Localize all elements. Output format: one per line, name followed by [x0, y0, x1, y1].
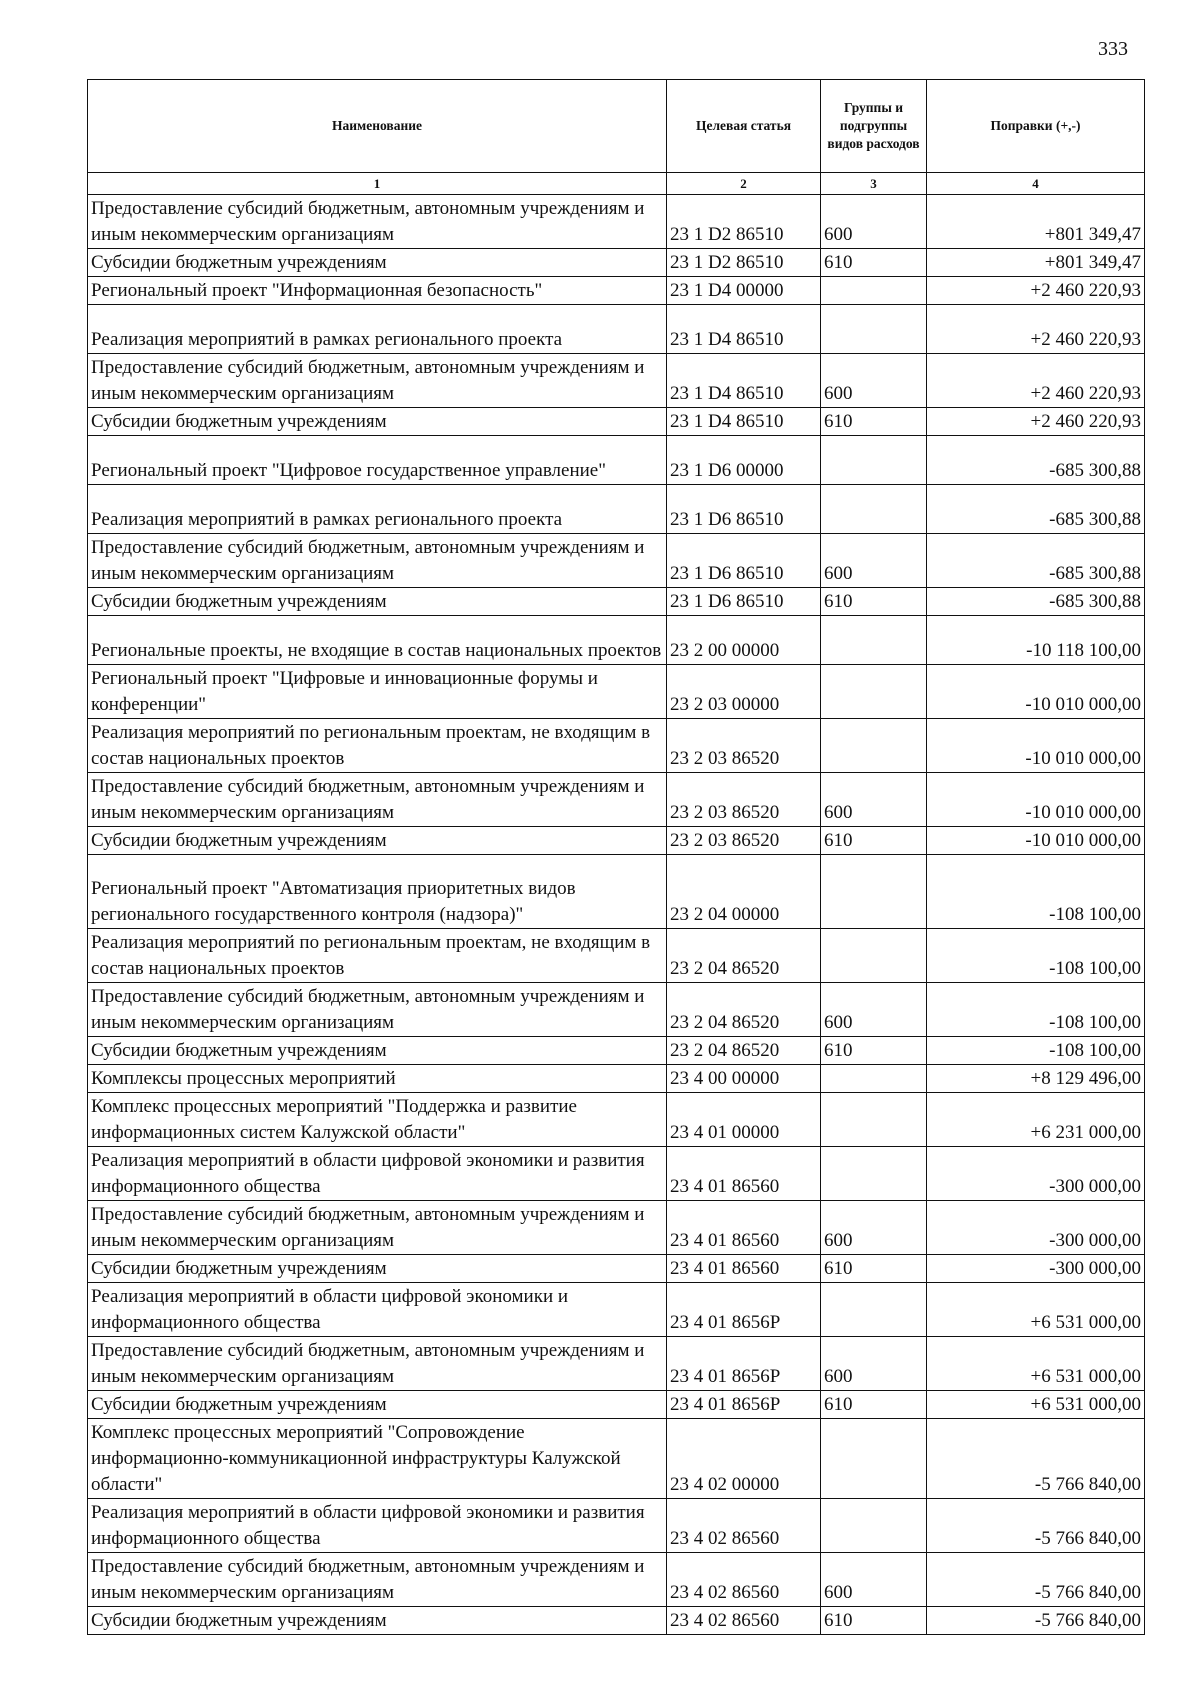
- row-name: Субсидии бюджетным учреждениям: [88, 588, 667, 616]
- table-row: [88, 588, 1145, 616]
- row-amendment-amount: -685 300,88: [927, 588, 1145, 616]
- row-amendment-amount: -5 766 840,00: [927, 1499, 1145, 1553]
- table-row: [88, 827, 1145, 855]
- row-expense-group: 610: [821, 408, 927, 436]
- row-name: Реализация мероприятий в области цифровой экономики и развития информационного общества: [88, 1499, 667, 1553]
- row-name: Региональный проект "Цифровое государственное управление": [88, 436, 667, 485]
- row-expense-group: [821, 855, 927, 929]
- row-name: Субсидии бюджетным учреждениям: [88, 1255, 667, 1283]
- row-name: Комплекс процессных мероприятий "Сопровождение информационно-коммуникационной инфраструктуры Калужской области": [88, 1419, 667, 1499]
- row-expense-group: 600: [821, 1201, 927, 1255]
- row-amendment-amount: +2 460 220,93: [927, 277, 1145, 305]
- row-amendment-amount: -108 100,00: [927, 983, 1145, 1037]
- row-expense-group: [821, 1065, 927, 1093]
- table-row: [88, 665, 1145, 719]
- row-amendment-amount: -10 118 100,00: [927, 616, 1145, 665]
- row-amendment-amount: -685 300,88: [927, 436, 1145, 485]
- row-amendment-amount: -300 000,00: [927, 1147, 1145, 1201]
- table-row: [88, 1337, 1145, 1391]
- row-target-article: 23 4 02 00000: [667, 1419, 821, 1499]
- table-row: [88, 1037, 1145, 1065]
- row-name: Предоставление субсидий бюджетным, автономным учреждениям и иным некоммерческим организациям: [88, 534, 667, 588]
- column-number-row: [88, 173, 1145, 195]
- table-row: [88, 485, 1145, 534]
- header-row: [88, 80, 1145, 173]
- row-target-article: 23 1 D6 86510: [667, 534, 821, 588]
- row-target-article: 23 4 01 86560: [667, 1147, 821, 1201]
- row-expense-group: 610: [821, 1255, 927, 1283]
- row-target-article: 23 4 02 86560: [667, 1607, 821, 1635]
- column-number: 2: [667, 173, 821, 195]
- table-row: [88, 773, 1145, 827]
- row-target-article: 23 4 01 00000: [667, 1093, 821, 1147]
- row-expense-group: 600: [821, 534, 927, 588]
- row-target-article: 23 2 03 86520: [667, 773, 821, 827]
- row-amendment-amount: +6 531 000,00: [927, 1337, 1145, 1391]
- row-name: Реализация мероприятий в рамках регионального проекта: [88, 305, 667, 354]
- row-amendment-amount: -108 100,00: [927, 855, 1145, 929]
- row-target-article: 23 4 02 86560: [667, 1553, 821, 1607]
- row-amendment-amount: -5 766 840,00: [927, 1607, 1145, 1635]
- row-target-article: 23 1 D4 86510: [667, 408, 821, 436]
- row-target-article: 23 2 03 00000: [667, 665, 821, 719]
- row-name: Реализация мероприятий по региональным проектам, не входящим в состав национальных проектов: [88, 929, 667, 983]
- table-row: [88, 277, 1145, 305]
- table-row: [88, 855, 1145, 929]
- row-target-article: 23 4 02 86560: [667, 1499, 821, 1553]
- row-target-article: 23 4 01 8656P: [667, 1391, 821, 1419]
- table-row: [88, 1419, 1145, 1499]
- row-amendment-amount: -10 010 000,00: [927, 773, 1145, 827]
- row-target-article: 23 2 03 86520: [667, 719, 821, 773]
- row-expense-group: [821, 616, 927, 665]
- row-amendment-amount: +6 531 000,00: [927, 1391, 1145, 1419]
- table-row: [88, 1391, 1145, 1419]
- row-expense-group: 610: [821, 588, 927, 616]
- row-amendment-amount: +6 231 000,00: [927, 1093, 1145, 1147]
- row-expense-group: [821, 1499, 927, 1553]
- row-target-article: 23 1 D2 86510: [667, 195, 821, 249]
- row-amendment-amount: -10 010 000,00: [927, 827, 1145, 855]
- row-name: Предоставление субсидий бюджетным, автономным учреждениям и иным некоммерческим организациям: [88, 195, 667, 249]
- row-target-article: 23 4 01 8656P: [667, 1337, 821, 1391]
- row-expense-group: 600: [821, 354, 927, 408]
- row-name: Предоставление субсидий бюджетным, автономным учреждениям и иным некоммерческим организациям: [88, 1201, 667, 1255]
- row-target-article: 23 4 00 00000: [667, 1065, 821, 1093]
- row-expense-group: 600: [821, 983, 927, 1037]
- row-target-article: 23 4 01 86560: [667, 1255, 821, 1283]
- row-expense-group: [821, 929, 927, 983]
- row-amendment-amount: -685 300,88: [927, 485, 1145, 534]
- row-amendment-amount: +2 460 220,93: [927, 305, 1145, 354]
- header-expense-groups: Группы и подгруппы видов расходов: [821, 80, 927, 173]
- row-name: Субсидии бюджетным учреждениям: [88, 408, 667, 436]
- budget-amendments-table: [87, 79, 1145, 1635]
- row-expense-group: [821, 719, 927, 773]
- row-expense-group: [821, 1147, 927, 1201]
- row-amendment-amount: +2 460 220,93: [927, 354, 1145, 408]
- row-name: Субсидии бюджетным учреждениям: [88, 827, 667, 855]
- row-amendment-amount: +8 129 496,00: [927, 1065, 1145, 1093]
- table-row: [88, 616, 1145, 665]
- row-name: Субсидии бюджетным учреждениям: [88, 1391, 667, 1419]
- table-row: [88, 408, 1145, 436]
- row-target-article: 23 1 D4 00000: [667, 277, 821, 305]
- page-number: 333: [1098, 38, 1128, 60]
- table-row: [88, 249, 1145, 277]
- row-name: Реализация мероприятий в рамках регионального проекта: [88, 485, 667, 534]
- row-expense-group: 600: [821, 1337, 927, 1391]
- table-row: [88, 1553, 1145, 1607]
- row-target-article: 23 2 04 00000: [667, 855, 821, 929]
- row-expense-group: 600: [821, 1553, 927, 1607]
- row-name: Реализация мероприятий по региональным проектам, не входящим в состав национальных проектов: [88, 719, 667, 773]
- row-amendment-amount: -685 300,88: [927, 534, 1145, 588]
- row-expense-group: [821, 277, 927, 305]
- row-name: Региональный проект "Информационная безопасность": [88, 277, 667, 305]
- row-name: Субсидии бюджетным учреждениям: [88, 1037, 667, 1065]
- row-name: Региональный проект "Цифровые и инновационные форумы и конференции": [88, 665, 667, 719]
- row-target-article: 23 1 D2 86510: [667, 249, 821, 277]
- row-expense-group: 610: [821, 1037, 927, 1065]
- row-expense-group: [821, 436, 927, 485]
- row-name: Субсидии бюджетным учреждениям: [88, 1607, 667, 1635]
- row-target-article: 23 2 04 86520: [667, 983, 821, 1037]
- row-amendment-amount: +801 349,47: [927, 249, 1145, 277]
- table-row: [88, 1499, 1145, 1553]
- table-row: [88, 1065, 1145, 1093]
- row-expense-group: [821, 1419, 927, 1499]
- row-expense-group: 600: [821, 195, 927, 249]
- row-target-article: 23 1 D4 86510: [667, 305, 821, 354]
- table-row: [88, 534, 1145, 588]
- row-name: Реализация мероприятий в области цифровой экономики и информационного общества: [88, 1283, 667, 1337]
- table-row: [88, 1283, 1145, 1337]
- column-number: 1: [88, 173, 667, 195]
- row-target-article: 23 2 03 86520: [667, 827, 821, 855]
- row-expense-group: 600: [821, 773, 927, 827]
- row-expense-group: [821, 665, 927, 719]
- row-amendment-amount: +801 349,47: [927, 195, 1145, 249]
- row-amendment-amount: +6 531 000,00: [927, 1283, 1145, 1337]
- row-target-article: 23 1 D6 86510: [667, 588, 821, 616]
- table-row: [88, 1093, 1145, 1147]
- row-target-article: 23 4 01 86560: [667, 1201, 821, 1255]
- row-name: Комплексы процессных мероприятий: [88, 1065, 667, 1093]
- row-amendment-amount: -300 000,00: [927, 1201, 1145, 1255]
- row-name: Региональные проекты, не входящие в состав национальных проектов: [88, 616, 667, 665]
- row-target-article: 23 1 D6 00000: [667, 436, 821, 485]
- row-expense-group: 610: [821, 1391, 927, 1419]
- header-name: Наименование: [88, 80, 667, 173]
- row-target-article: 23 2 00 00000: [667, 616, 821, 665]
- row-name: Предоставление субсидий бюджетным, автономным учреждениям и иным некоммерческим организациям: [88, 773, 667, 827]
- table-row: [88, 305, 1145, 354]
- row-amendment-amount: -108 100,00: [927, 1037, 1145, 1065]
- column-number: 3: [821, 173, 927, 195]
- row-expense-group: [821, 485, 927, 534]
- row-amendment-amount: -10 010 000,00: [927, 719, 1145, 773]
- row-amendment-amount: -5 766 840,00: [927, 1553, 1145, 1607]
- table-row: [88, 719, 1145, 773]
- row-amendment-amount: -108 100,00: [927, 929, 1145, 983]
- row-name: Предоставление субсидий бюджетным, автономным учреждениям и иным некоммерческим организациям: [88, 1337, 667, 1391]
- row-name: Реализация мероприятий в области цифровой экономики и развития информационного общества: [88, 1147, 667, 1201]
- row-target-article: 23 1 D4 86510: [667, 354, 821, 408]
- header-amendments: Поправки (+,-): [927, 80, 1145, 173]
- row-expense-group: 610: [821, 827, 927, 855]
- row-expense-group: [821, 1093, 927, 1147]
- table-row: [88, 1201, 1145, 1255]
- table-row: [88, 1607, 1145, 1635]
- row-name: Комплекс процессных мероприятий "Поддержка и развитие информационных систем Калужской области": [88, 1093, 667, 1147]
- row-expense-group: 610: [821, 249, 927, 277]
- table-row: [88, 929, 1145, 983]
- header-target-article: Целевая статья: [667, 80, 821, 173]
- row-name: Предоставление субсидий бюджетным, автономным учреждениям и иным некоммерческим организациям: [88, 354, 667, 408]
- table-row: [88, 983, 1145, 1037]
- row-amendment-amount: -5 766 840,00: [927, 1419, 1145, 1499]
- row-amendment-amount: -300 000,00: [927, 1255, 1145, 1283]
- row-target-article: 23 1 D6 86510: [667, 485, 821, 534]
- row-name: Субсидии бюджетным учреждениям: [88, 249, 667, 277]
- column-number: 4: [927, 173, 1145, 195]
- row-name: Предоставление субсидий бюджетным, автономным учреждениям и иным некоммерческим организациям: [88, 983, 667, 1037]
- row-expense-group: [821, 305, 927, 354]
- table-row: [88, 354, 1145, 408]
- row-target-article: 23 2 04 86520: [667, 929, 821, 983]
- row-amendment-amount: +2 460 220,93: [927, 408, 1145, 436]
- table-row: [88, 195, 1145, 249]
- table-row: [88, 1147, 1145, 1201]
- row-name: Региональный проект "Автоматизация приоритетных видов регионального государственного контроля (надзора)": [88, 855, 667, 929]
- table-row: [88, 436, 1145, 485]
- row-expense-group: 610: [821, 1607, 927, 1635]
- table-row: [88, 1255, 1145, 1283]
- row-name: Предоставление субсидий бюджетным, автономным учреждениям и иным некоммерческим организациям: [88, 1553, 667, 1607]
- row-target-article: 23 4 01 8656P: [667, 1283, 821, 1337]
- row-target-article: 23 2 04 86520: [667, 1037, 821, 1065]
- row-expense-group: [821, 1283, 927, 1337]
- row-amendment-amount: -10 010 000,00: [927, 665, 1145, 719]
